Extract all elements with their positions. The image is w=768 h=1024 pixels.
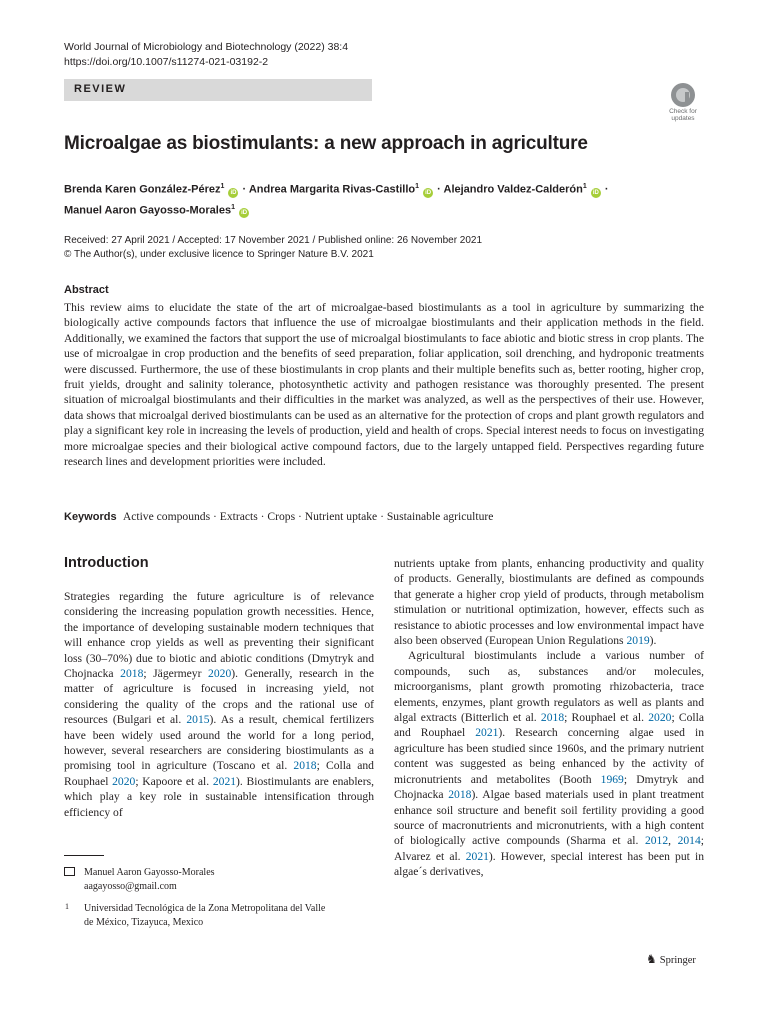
affiliation-line: Universidad Tecnológica de la Zona Metropolitana del Valle bbox=[84, 903, 326, 914]
springer-horse-icon: ♞ bbox=[646, 952, 657, 966]
author-separator: · bbox=[604, 183, 609, 196]
citation-link[interactable]: 2018 bbox=[540, 711, 565, 725]
publisher-name: Springer bbox=[659, 955, 696, 966]
author-affiliation: 1 bbox=[582, 183, 587, 190]
citation-link[interactable]: 2014 bbox=[677, 834, 701, 848]
article-type-bar bbox=[64, 79, 372, 101]
citation-link[interactable]: 2015 bbox=[186, 713, 210, 727]
citation-link[interactable]: 2020 bbox=[208, 667, 232, 681]
contact-email[interactable]: aagayosso@gmail.com bbox=[84, 881, 177, 892]
citation-link[interactable]: 2020 bbox=[648, 711, 672, 725]
check-updates-line1: Check for bbox=[669, 108, 697, 115]
dates-line: Received: 27 April 2021 / Accepted: 17 November 2021 / Published online: 26 November 2021 bbox=[64, 235, 483, 246]
footnote-divider bbox=[64, 855, 104, 856]
keywords-label: Keywords bbox=[64, 511, 117, 523]
affiliation-footnote bbox=[64, 902, 325, 930]
publication-dates bbox=[64, 234, 482, 262]
orcid-icon[interactable]: iD bbox=[230, 189, 237, 196]
check-updates-icon[interactable] bbox=[663, 83, 703, 123]
keywords bbox=[64, 510, 493, 523]
affiliation-number: 1 bbox=[65, 902, 69, 911]
introduction-heading: Introduction bbox=[64, 555, 149, 571]
intro-left-column bbox=[64, 589, 374, 820]
abstract-text: This review aims to elucidate the state of the art of microalgae-based biostimulants as a tool in agriculture by summarizing the biologically active compounds factors that influence the use of microalgae biostimulants and their application methods in the field. Additionally, we examined the factors that support the use of microalgal biostimulants to face abiotic and biotic stress in crop plants. The use of microalgae in crop production and the benefits of seed preparation, foliar application, soil drenching, and hydroponic treatments were discussed. Furthermore, the use of these biostimulants in crop plants and their multiple benefits such as, better rooting, higher crop, fruit yields, drought and salinity tolerance, photosynthetic activity and pathogen resistance was thoroughly presented. The present situation of microalgal biostimulants and their difficulties in the market was analyzed, as well as the perspectives of their use. However, data shows that microalgal derived biostimulants can be used as an alternative for the protection of crops and plant growth regulators and play a significant key role in increasing the levels of production, yield and health of crops. Special interest needs to focus on investigating more microalgae species and their biological active compound factors, due to the largely untapped field. Perspectives regarding future research lines and development priorities were included. bbox=[64, 301, 704, 469]
orcid-icon[interactable]: iD bbox=[425, 189, 432, 196]
author-name[interactable]: Alejandro Valdez-Calderón bbox=[443, 183, 583, 196]
citation-link[interactable]: 2012 bbox=[644, 834, 669, 848]
journal-citation: World Journal of Microbiology and Biotechnology (2022) 38:4 bbox=[64, 41, 349, 53]
author-affiliation: 1 bbox=[231, 203, 235, 211]
intro-paragraph: Agricultural biostimulants include a various number of compounds, such as, substances and/or molecules, microorganisms, plant growth promoting rhizobacteria, trace elements, enzymes, plant growth regulators as well as plants and algal extracts (Bitterlich et al. 2018; Rouphael et al. 2020; Colla and Rouphael 2021). Research concerning algae used in agriculture has been studied since 1960s, and the primary nutrient content was suggested as being enhanced by the activity of micronutrients and metabolites (Booth 1969; Dmytryk and Chojnacka 2018). Algae based materials used in plant treatment enhance soil structure and benefit soil fertility providing a good source of macronutrients and micronutrients, with a high content of biologically active compounds (Sharma et al. 2012, 2014; Alvarez et al. 2021). However, special interest has been put in algae´s derivatives, bbox=[394, 649, 704, 879]
citation-link[interactable]: 2018 bbox=[448, 788, 472, 802]
affiliation-line: de México, Tizayuca, Mexico bbox=[84, 917, 204, 928]
author-name[interactable]: Manuel Aaron Gayosso-Morales bbox=[64, 204, 232, 217]
author-separator: · bbox=[437, 183, 441, 196]
corresponding-author-footnote bbox=[64, 866, 215, 894]
doi-link[interactable]: https://doi.org/10.1007/s11274-021-03192-2 bbox=[64, 56, 269, 68]
envelope-icon bbox=[64, 867, 75, 876]
check-updates-line2: updates bbox=[671, 115, 695, 122]
author-name[interactable]: Andrea Margarita Rivas-Castillo bbox=[248, 183, 416, 196]
citation-link[interactable]: 2020 bbox=[112, 774, 136, 788]
intro-paragraph: Strategies regarding the future agriculture is of relevance considering the increasing population growth necessities. Hence, the importance of developing sustainable modern techniques that will enhance crop yields as well as preventing their significant loss (30–70%) due to biotic and abiotic conditions (Dmytryk and Chojnacka 2018; Jägermeyr 2020). Generally, research in the matter of agriculture is focused in increasing yield, not considering the quality of the crops and the rational use of resources (Bulgari et al. 2015). As a result, chemical fertilizers have been widely used around the world for a long period, however, several researchers are considering biostimulants as a promising tool in agriculture (Toscano et al. 2018; Colla and Rouphael 2020; Kapoore et al. 2021). Biostimulants are enablers, which play a key role in sustainable intensification through efficiency of bbox=[64, 590, 374, 819]
citation-link[interactable]: 2019 bbox=[626, 634, 650, 648]
orcid-icon[interactable]: iD bbox=[241, 210, 248, 217]
publisher-logo bbox=[646, 952, 696, 967]
author-affiliation: 1 bbox=[220, 183, 225, 190]
article-type-label: REVIEW bbox=[74, 83, 127, 95]
intro-paragraph: nutrients uptake from plants, enhancing productivity and quality of products. Generally, biostimulants are defined as compounds that generate a higher crop yield of products, through metabolism stimulation or nutritional optimization, however, effects such as resistance to abiotic processes and low environmental impact have also been observed (European Union Regulations 2019). bbox=[394, 557, 704, 648]
contact-name: Manuel Aaron Gayosso-Morales bbox=[84, 867, 215, 878]
abstract-heading: Abstract bbox=[64, 284, 109, 296]
citation-link[interactable]: 1969 bbox=[600, 772, 624, 786]
author-list bbox=[64, 178, 714, 219]
citation-link[interactable]: 2021 bbox=[475, 726, 499, 740]
article-title: Microalgae as biostimulants: a new approach in agriculture bbox=[64, 133, 588, 154]
copyright-line: © The Author(s), under exclusive licence to Springer Nature B.V. 2021 bbox=[64, 249, 374, 260]
citation-link[interactable]: 2021 bbox=[465, 849, 489, 863]
author-name[interactable]: Brenda Karen González-Pérez bbox=[64, 183, 221, 196]
citation-link[interactable]: 2018 bbox=[293, 759, 317, 773]
journal-header bbox=[64, 40, 348, 70]
citation-link[interactable]: 2018 bbox=[120, 667, 144, 681]
author-affiliation: 1 bbox=[415, 183, 420, 190]
orcid-icon[interactable]: iD bbox=[592, 189, 599, 196]
author-separator: · bbox=[242, 183, 247, 196]
citation-link[interactable]: 2021 bbox=[212, 774, 237, 788]
intro-right-column bbox=[394, 556, 704, 880]
keywords-text: Active compounds · Extracts · Crops · Nutrient uptake · Sustainable agriculture bbox=[122, 510, 494, 523]
